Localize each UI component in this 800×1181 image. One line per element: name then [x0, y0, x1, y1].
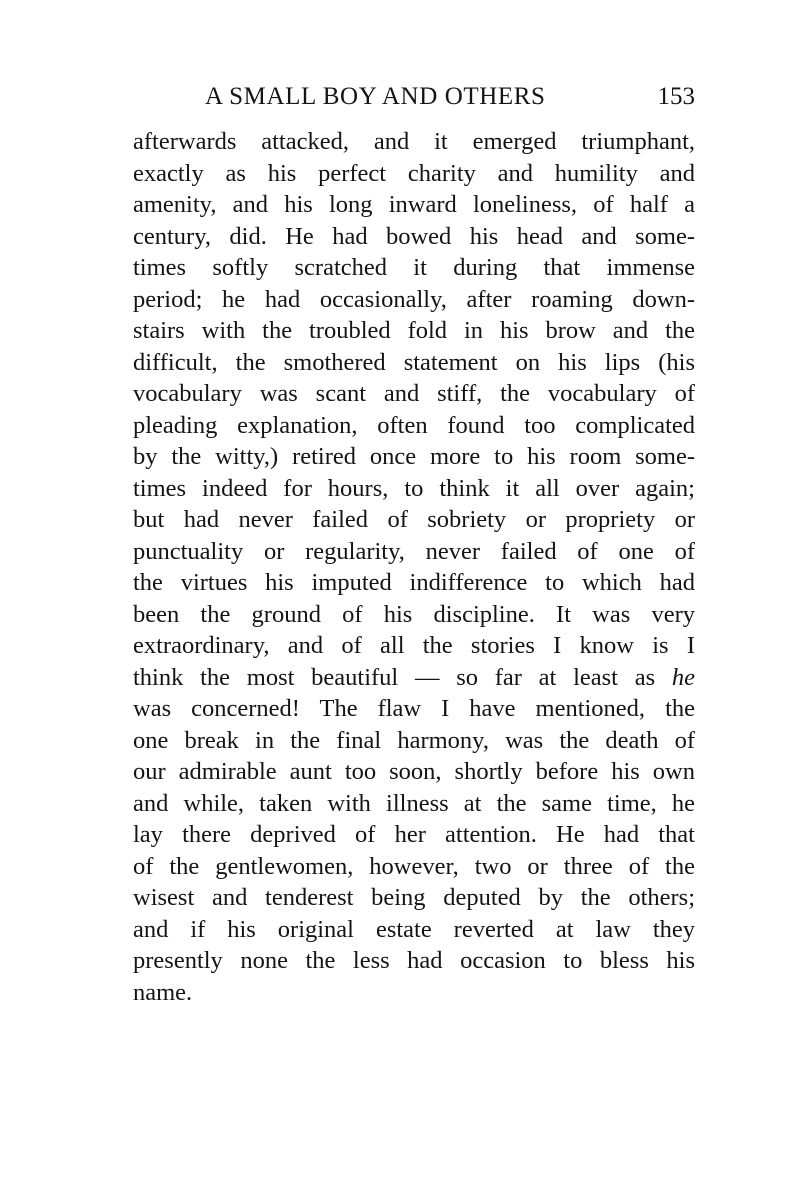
text-line: of the gentlewomen, however, two or three of the: [133, 852, 695, 880]
text-line: vocabulary was scant and stiff, the vocabulary of: [133, 380, 695, 407]
text-line: extraordinary, and of all the stories I know is I: [133, 632, 695, 659]
text-line: was concerned! The flaw I have mentioned, the: [133, 695, 695, 722]
text-line: times softly scratched it during that immense: [133, 254, 695, 281]
running-head: [133, 80, 695, 114]
text-line: period; he had occasionally, after roaming down-: [133, 285, 695, 313]
text-line: times indeed for hours, to think it all over again;: [133, 474, 695, 502]
text-segment: think the most beautiful: [133, 663, 399, 691]
body-paragraph: [133, 126, 695, 1008]
text-line: afterwards attacked, and it emerged triumphant,: [133, 128, 695, 155]
emphasized-word: he: [671, 663, 695, 691]
em-dash: —: [398, 663, 457, 691]
text-line: century, did. He had bowed his head and some-: [133, 222, 695, 250]
text-line: name.: [133, 978, 193, 1006]
text-line: presently none the less had occasion to bless his: [133, 947, 695, 974]
text-line: our admirable aunt too soon, shortly before his own: [133, 758, 695, 785]
page-number: 153: [657, 83, 695, 110]
text-line: stairs with the troubled fold in his brow and the: [133, 317, 695, 344]
text-line: amenity, and his long inward loneliness, of half a: [133, 191, 695, 218]
text-line: difficult, the smothered statement on his lips (his: [133, 348, 695, 376]
text-line: wisest and tenderest being deputed by the others;: [133, 884, 695, 911]
text-line: but had never failed of sobriety or propriety or: [133, 506, 695, 533]
text-line: and if his original estate reverted at law they: [133, 915, 695, 943]
text-segment: so far at least as: [456, 663, 672, 691]
text-line: punctuality or regularity, never failed of one of: [133, 537, 695, 565]
text-line: one break in the final harmony, was the death of: [133, 726, 695, 754]
text-line-with-emphasis: [133, 662, 695, 694]
text-line: lay there deprived of her attention. He had that: [133, 821, 695, 848]
text-line: pleading explanation, often found too complicated: [133, 411, 695, 439]
text-line: been the ground of his discipline. It was very: [133, 600, 695, 628]
running-title: A SMALL BOY AND OTHERS: [205, 83, 546, 110]
text-line: by the witty,) retired once more to his room some-: [133, 443, 695, 470]
text-line: exactly as his perfect charity and humility and: [133, 159, 695, 187]
text-line: and while, taken with illness at the same time, he: [133, 789, 695, 817]
text-line: the virtues his imputed indifference to which had: [133, 569, 695, 596]
